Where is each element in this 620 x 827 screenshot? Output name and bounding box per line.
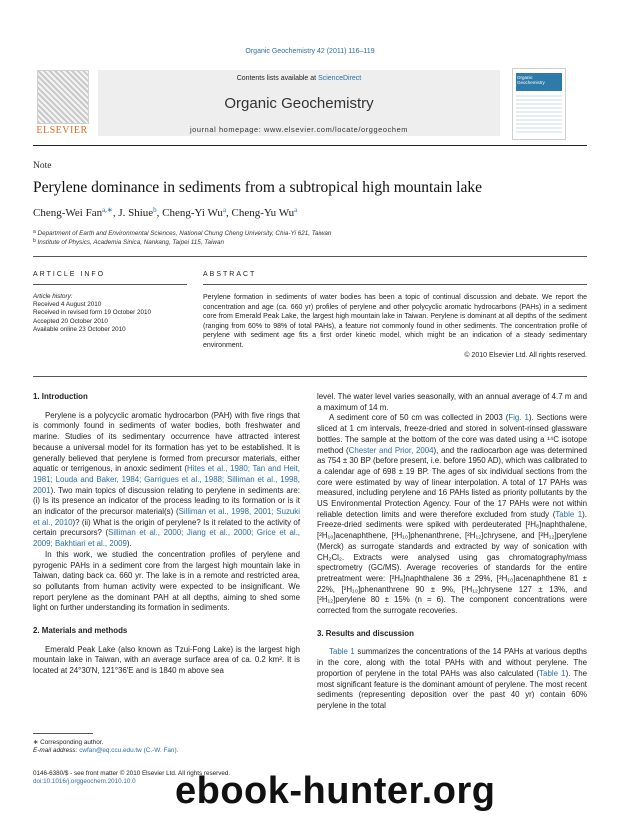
elsevier-logo [33, 70, 91, 136]
body-paragraph: Perylene is a polycyclic aromatic hydrocarbon (PAH) with five rings that is commonly found in sediments of water bodies, both freshwater and marine. Studies of its sedimentary occurrence have attracted interest because a universal model for its formation has yet to be established. It is generally believed that perylene is formed from precursor materials, either aquatic or terrigenous, in anoxic sediment (Hites et al., 1980; Tan and Heit, 1981; Louda and Baker, 1984; Garrigues et al., 1988; Silliman et al., 1998, 2001). Two main topics of discussion relating to perylene in sediments are: (i) Is its presence an indicator of the process leading to its formation or is it an indicator of the precursor material(s) (Silliman et al., 1998, 2001; Suzuki et al., 2010)? (ii) What is the origin of perylene? Is it related to the activity of certain precursors? (Silliman et al., 2000; Jiang et al., 2000; Grice et al., 2009; Bakhtiari et al., 2009). [33, 410, 301, 549]
author-name[interactable]: Cheng-Yu Wu [231, 207, 295, 219]
issn-line: 0146-6380/$ - see front matter © 2010 Elsevier Ltd. All rights reserved. [33, 770, 231, 777]
left-column [33, 392, 300, 677]
contents-line: Contents lists available at ScienceDirect [236, 75, 362, 82]
email-link[interactable]: cwfan@eq.ccu.edu.tw (C.-W. Fan). [79, 747, 179, 755]
author-superscript[interactable]: b [153, 206, 157, 214]
article-history [33, 293, 151, 334]
footnote [33, 739, 178, 756]
email-label: E-mail address: [33, 747, 78, 755]
journal-citation[interactable]: Organic Geochemistry 42 (2011) 116–119 [245, 48, 375, 55]
abstract-rule [203, 284, 587, 285]
author-superscript[interactable]: a [294, 206, 298, 214]
table-link[interactable]: Table 1 [555, 509, 583, 519]
journal-banner [98, 70, 500, 136]
author-name[interactable]: J. Shiue [118, 207, 154, 219]
history-label: Article history: [33, 293, 73, 300]
article-info-rule [33, 284, 187, 285]
reference-link[interactable]: Chester and Prior, 2004 [348, 445, 434, 455]
elsevier-tree-icon [37, 70, 89, 124]
corresponding-author-note: ∗ Corresponding author. [33, 739, 104, 746]
history-item: Available online 23 October 2010 [33, 325, 126, 333]
watermark: ebook-hunter.org [175, 770, 496, 812]
author-superscript[interactable]: a [222, 206, 227, 214]
reference-link[interactable]: Silliman et al., 1998, 2001; Suzuki et al., 2010 [33, 507, 300, 527]
right-column [317, 392, 587, 712]
body-paragraph: level. The water level varies seasonally, with an annual average of 4.7 m and a maximum of 14 m. [317, 392, 587, 412]
figure-link[interactable]: Fig. 1 [508, 413, 529, 423]
cover-body [516, 95, 562, 135]
author-name[interactable]: Cheng-Wei Fan [33, 207, 103, 219]
affiliation-a: $^a$ Department of Earth and Environmental Sciences, National Chung Cheng University, Chia-Yi 621, Taiwan [33, 229, 332, 237]
table-link[interactable]: Table 1 [539, 668, 566, 678]
table-link[interactable]: Table 1 [329, 647, 355, 657]
elsevier-wordmark: ELSEVIER [36, 125, 88, 136]
affiliation-b: $^b$ Institute of Physics, Academia Sinica, Nankang, Taipei 115, Taiwan [33, 238, 224, 246]
article-type: Note [33, 161, 52, 171]
history-item: Received in revised form 19 October 2010 [33, 309, 151, 317]
reference-link[interactable]: Silliman et al., 2000; Jiang et al., 2000; Grice et al., 2009; Bakhtiari et al., 2009 [33, 528, 301, 549]
section-heading: 2. Materials and methods [33, 626, 128, 636]
abstract-text: Perylene formation in sediments of water bodies has been a topic of continual discussion and debate. We report the concentration and age (ca. 660 yr) profiles of perylene and other polycyclic aromatic hydrocarbons (PAHs) in a sediment core from Emerald Peak Lake, the largest high mountain lake in Taiwan. Perylene is dominant at all depths of the sediment (ranging from 60% to 98% of total PAHs), a feature not commonly found in other sediments. The concentration profile of perylene with sediment age fits a first order kinetic model, which might be an indication of a steady sedimentary environment. [203, 294, 587, 349]
article-title: Perylene dominance in sediments from a subtropical high mountain lake [33, 179, 482, 196]
journal-cover-thumbnail [512, 68, 566, 140]
header-rule [33, 145, 587, 146]
reference-link[interactable]: Hites et al., 1980; Tan and Heit, 1981; Louda and Baker, 1984; Garrigues et al., 1988; Silliman et al., 1998, 2001 [33, 464, 300, 495]
history-item: Accepted 20 October 2010 [33, 317, 108, 325]
sciencedirect-link[interactable]: ScienceDirect [318, 75, 362, 82]
history-item: Received 4 August 2010 [33, 301, 102, 309]
abstract-bottom-rule [33, 376, 587, 377]
abstract-copyright: © 2010 Elsevier Ltd. All rights reserved. [464, 352, 587, 359]
author-list: Cheng-Wei Fan$^{a,∗}$, J. Shiue$^b$, Cheng-Yi Wu$^a$, Cheng-Yu Wu$^a$ [33, 206, 298, 219]
body-paragraph: Table 1 summarizes the concentrations of the 14 PAHs at various depths in the core, along with the total PAHs with and without perylene. The proportion of perylene in the total PAHs was also calculated (Table 1). The most significant feature is the dominant amount of perylene. The most recent sediments (representing deposition over the past 40 yr) contain 60% perylene in the total [317, 647, 588, 710]
section-heading: 3. Results and discussion [317, 628, 414, 638]
article-info-heading: ARTICLE INFO [33, 271, 106, 278]
author-superscript[interactable]: a,∗ [102, 206, 113, 214]
journal-name: Organic Geochemistry [224, 95, 374, 112]
cover-title: Organic Geochemistry [517, 75, 545, 85]
body-paragraph: A sediment core of 50 cm was collected in 2003 (Fig. 1). Sections were sliced at 1 cm intervals, freeze-dried and stored in solvent-rinsed glassware bottles. The sample at the bottom of the core was dated using a ¹⁴C isotope method (Chester and Prior, 2004), and the radiocarbon age was determined as 754 ± 30 BP (before present, i.e. before 1950 AD), which was calibrated to a calendar age of 698 ± 19 BP. The ages of six individual sections from the core were estimated by way of linear interpolation. A total of 17 PAHs was measured, including perylene and 16 PAHs listed as priority pollutants by the US Environmental Protection Agency. Four of the 17 PAHs were not within reliable detection limits and were therefore excluded from study (Table 1). Freeze-dried sediments were spiked with perdeuterated [²H₈]naphthalene, [²H₁₀]acenaphthene, [²H₁₀]phenanthrene, [²H₁₂]chrysene, and [²H₁₂]perylene (Merck) as surrogate standards and extracted by way of sonication with CH₂Cl₂. Extracts were analysed using gas chromatography/mass spectrometry (GC/MS). Average recoveries of standards for the entire pretreatment were: [²H₈]naphthalene 36 ± 29%, [²H₁₀]acenaphthene 81 ± 22%, [²H₁₀]phenanthrene 90 ± 9%, [²H₁₂]chrysene 127 ± 13%, and [²H₁₂]perylene 80 ± 15% (n = 6). The component concentrations were corrected from the surrogate recoveries. [317, 413, 587, 616]
doi-link[interactable]: doi:10.1016/j.orggeochem.2010.10.0 [33, 778, 136, 786]
footnote-rule [33, 733, 93, 734]
body-paragraph: Emerald Peak Lake (also known as Tzui-Fong Lake) is the largest high mountain lake in Taiwan, with an average surface area of ca. 0.2 km². It is located at 24°30′N, 121°36′E and is 1840 m above sea [33, 644, 300, 676]
section-heading: 1. Introduction [33, 392, 88, 401]
author-name[interactable]: Cheng-Yi Wu [162, 207, 223, 219]
journal-homepage[interactable]: journal homepage: www.elsevier.com/locate/orggeochem [189, 125, 409, 134]
abstract-heading: ABSTRACT [203, 271, 257, 278]
body-paragraph: In this work, we studied the concentration profiles of perylene and pyrogenic PAHs in a sediment core from the largest high mountain lake in Taiwan, dating back ca. 660 yr. The lake is in a remote and restricted area, so pollutants from human activity were expected to be insignificant. We report perylene as the dominant PAH at all depths, aiming to shed some light on further understanding its formation in sediments. [33, 549, 300, 613]
affiliation-rule [33, 256, 587, 257]
